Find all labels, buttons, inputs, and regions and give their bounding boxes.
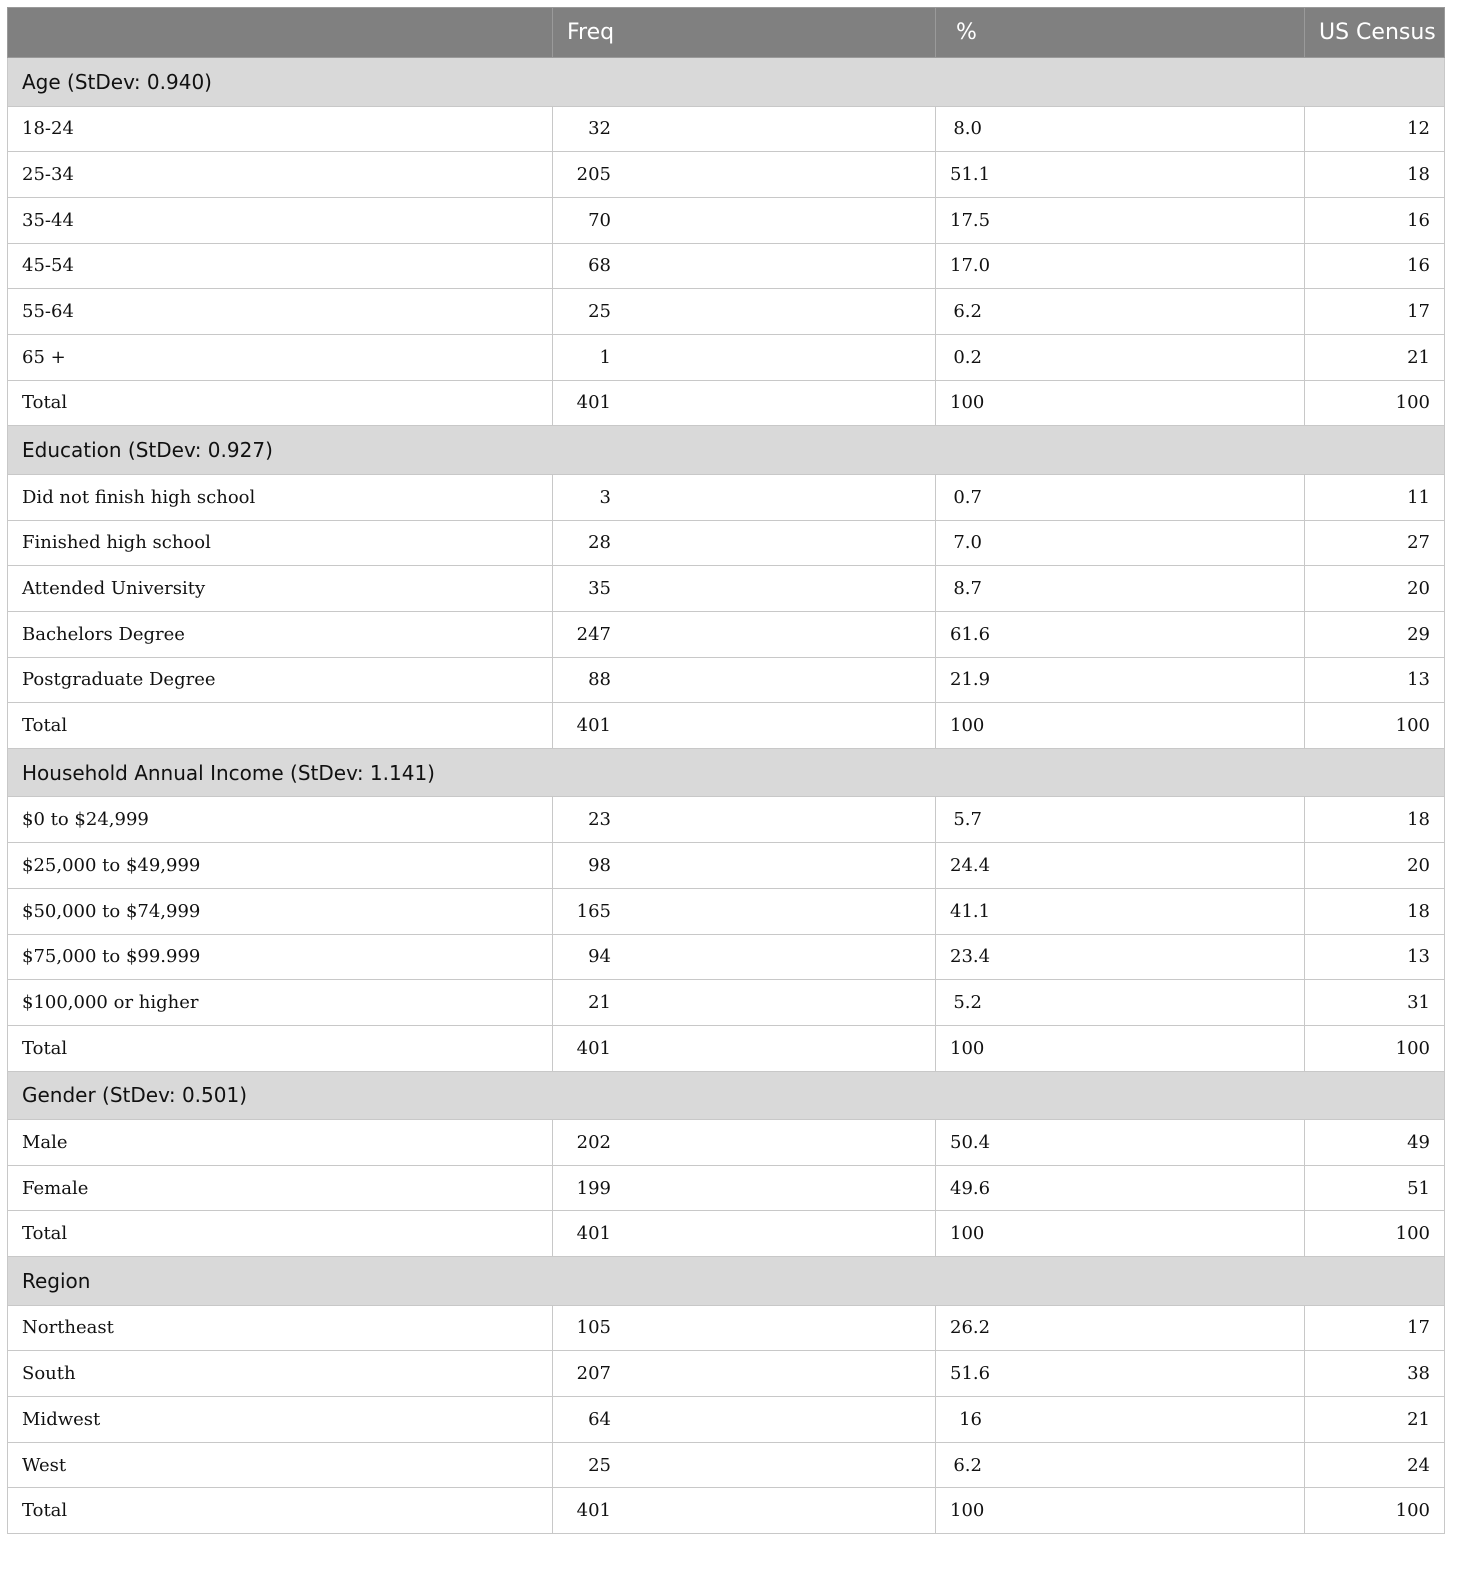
row-label: West xyxy=(8,1442,553,1488)
percent-cell: 24.4 xyxy=(936,843,1305,889)
us-census-cell: 100 xyxy=(1305,1488,1445,1534)
table-row xyxy=(8,474,1445,520)
table-row xyxy=(8,243,1445,289)
row-label: $75,000 to $99.999 xyxy=(8,934,553,980)
row-label: Attended University xyxy=(8,566,553,612)
us-census-cell: 29 xyxy=(1305,611,1445,657)
percent-cell: 0.2 xyxy=(936,334,1305,380)
row-label: 35-44 xyxy=(8,197,553,243)
table-row xyxy=(8,888,1445,934)
percent-cell: 100 xyxy=(936,1211,1305,1257)
table-row xyxy=(8,1442,1445,1488)
freq-cell: 32 xyxy=(553,106,936,152)
us-census-cell: 18 xyxy=(1305,152,1445,198)
freq-cell: 68 xyxy=(553,243,936,289)
freq-cell: 94 xyxy=(553,934,936,980)
row-label: 55-64 xyxy=(8,289,553,335)
table-body xyxy=(8,58,1445,1534)
section-title: Household Annual Income (StDev: 1.141) xyxy=(8,748,1445,797)
us-census-cell: 21 xyxy=(1305,334,1445,380)
percent-cell: 17.0 xyxy=(936,243,1305,289)
percent-cell: 8.7 xyxy=(936,566,1305,612)
freq-cell: 202 xyxy=(553,1120,936,1166)
row-label: Total xyxy=(8,1211,553,1257)
us-census-cell: 13 xyxy=(1305,657,1445,703)
us-census-cell: 18 xyxy=(1305,797,1445,843)
row-label: Midwest xyxy=(8,1397,553,1443)
freq-cell: 205 xyxy=(553,152,936,198)
freq-cell: 35 xyxy=(553,566,936,612)
table-row xyxy=(8,1120,1445,1166)
table-row xyxy=(8,1397,1445,1443)
us-census-cell: 100 xyxy=(1305,380,1445,426)
section-title: Education (StDev: 0.927) xyxy=(8,426,1445,475)
percent-cell: 21.9 xyxy=(936,657,1305,703)
freq-cell: 98 xyxy=(553,843,936,889)
percent-cell: 6.2 xyxy=(936,289,1305,335)
percent-cell: 7.0 xyxy=(936,520,1305,566)
row-label: Female xyxy=(8,1165,553,1211)
row-label: Postgraduate Degree xyxy=(8,657,553,703)
freq-cell: 401 xyxy=(553,1211,936,1257)
row-label: South xyxy=(8,1351,553,1397)
table-row xyxy=(8,197,1445,243)
us-census-cell: 21 xyxy=(1305,1397,1445,1443)
table-row xyxy=(8,843,1445,889)
row-label: Total xyxy=(8,1488,553,1534)
table-row xyxy=(8,566,1445,612)
row-label: Total xyxy=(8,1025,553,1071)
freq-cell: 247 xyxy=(553,611,936,657)
freq-cell: 88 xyxy=(553,657,936,703)
table-row xyxy=(8,1211,1445,1257)
table-row xyxy=(8,289,1445,335)
table-row xyxy=(8,657,1445,703)
table-row xyxy=(8,1351,1445,1397)
freq-cell: 199 xyxy=(553,1165,936,1211)
section-title: Age (StDev: 0.940) xyxy=(8,58,1445,107)
freq-cell: 105 xyxy=(553,1305,936,1351)
freq-cell: 401 xyxy=(553,380,936,426)
us-census-cell: 17 xyxy=(1305,289,1445,335)
section-header-row xyxy=(8,1071,1445,1120)
percent-cell: 61.6 xyxy=(936,611,1305,657)
freq-cell: 70 xyxy=(553,197,936,243)
demographics-table xyxy=(7,7,1445,1534)
us-census-cell: 38 xyxy=(1305,1351,1445,1397)
us-census-cell: 51 xyxy=(1305,1165,1445,1211)
percent-cell: 100 xyxy=(936,1025,1305,1071)
section-header-row xyxy=(8,58,1445,107)
freq-cell: 1 xyxy=(553,334,936,380)
percent-cell: 5.2 xyxy=(936,980,1305,1026)
table-row xyxy=(8,980,1445,1026)
percent-cell: 17.5 xyxy=(936,197,1305,243)
row-label: Did not finish high school xyxy=(8,474,553,520)
row-label: $0 to $24,999 xyxy=(8,797,553,843)
freq-cell: 64 xyxy=(553,1397,936,1443)
table-header xyxy=(8,8,1445,58)
row-label: 45-54 xyxy=(8,243,553,289)
table-row xyxy=(8,797,1445,843)
percent-cell: 100 xyxy=(936,380,1305,426)
us-census-cell: 100 xyxy=(1305,703,1445,749)
freq-cell: 207 xyxy=(553,1351,936,1397)
row-label: 25-34 xyxy=(8,152,553,198)
row-label: $25,000 to $49,999 xyxy=(8,843,553,889)
us-census-cell: 18 xyxy=(1305,888,1445,934)
freq-cell: 28 xyxy=(553,520,936,566)
header-freq: Freq xyxy=(553,8,936,58)
percent-cell: 26.2 xyxy=(936,1305,1305,1351)
table-row xyxy=(8,611,1445,657)
freq-cell: 25 xyxy=(553,1442,936,1488)
us-census-cell: 24 xyxy=(1305,1442,1445,1488)
table-row xyxy=(8,1165,1445,1211)
us-census-cell: 100 xyxy=(1305,1025,1445,1071)
percent-cell: 51.6 xyxy=(936,1351,1305,1397)
row-label: $50,000 to $74,999 xyxy=(8,888,553,934)
table-row xyxy=(8,1305,1445,1351)
percent-cell: 23.4 xyxy=(936,934,1305,980)
section-header-row xyxy=(8,426,1445,475)
freq-cell: 25 xyxy=(553,289,936,335)
freq-cell: 21 xyxy=(553,980,936,1026)
percent-cell: 51.1 xyxy=(936,152,1305,198)
row-label: Northeast xyxy=(8,1305,553,1351)
us-census-cell: 27 xyxy=(1305,520,1445,566)
row-label: 18-24 xyxy=(8,106,553,152)
freq-cell: 165 xyxy=(553,888,936,934)
percent-cell: 50.4 xyxy=(936,1120,1305,1166)
row-label: 65 + xyxy=(8,334,553,380)
header-label-cell xyxy=(8,8,553,58)
us-census-cell: 11 xyxy=(1305,474,1445,520)
percent-cell: 100 xyxy=(936,1488,1305,1534)
table-row xyxy=(8,1025,1445,1071)
row-label: Male xyxy=(8,1120,553,1166)
header-us-census: US Census xyxy=(1305,8,1445,58)
row-label: $100,000 or higher xyxy=(8,980,553,1026)
freq-cell: 401 xyxy=(553,703,936,749)
freq-cell: 401 xyxy=(553,1488,936,1534)
table-row xyxy=(8,703,1445,749)
section-header-row xyxy=(8,1257,1445,1306)
percent-cell: 100 xyxy=(936,703,1305,749)
row-label: Total xyxy=(8,380,553,426)
percent-cell: 49.6 xyxy=(936,1165,1305,1211)
percent-cell: 8.0 xyxy=(936,106,1305,152)
table-row xyxy=(8,1488,1445,1534)
table-row xyxy=(8,152,1445,198)
row-label: Finished high school xyxy=(8,520,553,566)
us-census-cell: 12 xyxy=(1305,106,1445,152)
us-census-cell: 100 xyxy=(1305,1211,1445,1257)
table-row xyxy=(8,334,1445,380)
us-census-cell: 49 xyxy=(1305,1120,1445,1166)
table-row xyxy=(8,380,1445,426)
freq-cell: 23 xyxy=(553,797,936,843)
section-header-row xyxy=(8,748,1445,797)
percent-cell: 5.7 xyxy=(936,797,1305,843)
us-census-cell: 13 xyxy=(1305,934,1445,980)
row-label: Total xyxy=(8,703,553,749)
table-row xyxy=(8,934,1445,980)
freq-cell: 401 xyxy=(553,1025,936,1071)
percent-cell: 41.1 xyxy=(936,888,1305,934)
table-row xyxy=(8,520,1445,566)
percent-cell: 6.2 xyxy=(936,1442,1305,1488)
us-census-cell: 31 xyxy=(1305,980,1445,1026)
header-percent: % xyxy=(936,8,1305,58)
section-title: Gender (StDev: 0.501) xyxy=(8,1071,1445,1120)
row-label: Bachelors Degree xyxy=(8,611,553,657)
us-census-cell: 17 xyxy=(1305,1305,1445,1351)
us-census-cell: 20 xyxy=(1305,843,1445,889)
us-census-cell: 16 xyxy=(1305,243,1445,289)
percent-cell: 16 xyxy=(936,1397,1305,1443)
percent-cell: 0.7 xyxy=(936,474,1305,520)
us-census-cell: 16 xyxy=(1305,197,1445,243)
us-census-cell: 20 xyxy=(1305,566,1445,612)
table-row xyxy=(8,106,1445,152)
freq-cell: 3 xyxy=(553,474,936,520)
header-row xyxy=(8,8,1445,58)
section-title: Region xyxy=(8,1257,1445,1306)
